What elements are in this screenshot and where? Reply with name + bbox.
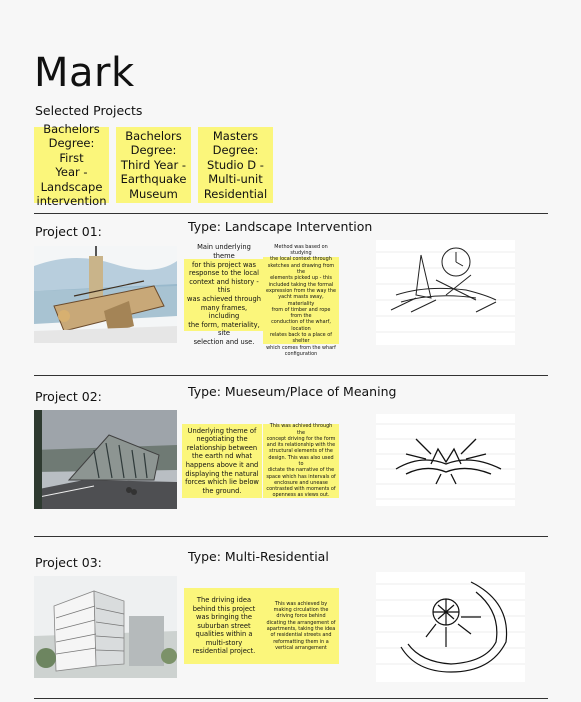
project-03-theme-note: The driving idea behind this project was bringing the suburban street qualities within a multi-story residential project. <box>184 588 264 664</box>
project-03-type: Type: Multi-Residential <box>188 549 329 564</box>
project-02-type: Type: Mueseum/Place of Meaning <box>188 384 397 399</box>
project-02-method-note: This was achived through the concept driving for the form and its relationship with the structural elements of the design. This was also used to dictate the narrative of the space which has intervals of enclosure and unease contrasted with moments of openness as views out. <box>263 424 339 498</box>
project-02-museum-render <box>34 410 177 509</box>
project-01-method-note: Method was based on studying the local context through sketches and drawing from the elements picked up - this included taking the formal expression from the way the yacht masts sway, materiality from of timber and rope from the conduction of the wharf, location relates back to a place of shelter which comes from the wharf configuration <box>263 257 339 344</box>
chip-masters[interactable]: Masters Degree: Studio D - Multi-unit Residential <box>198 127 273 203</box>
divider <box>34 536 548 537</box>
divider <box>34 698 548 699</box>
project-02-theme-note: Underlying theme of negotiating the relationship between the earth nd what happens above it and displaying the natural forces which lie below the ground. <box>182 424 262 498</box>
page-title: Mark <box>34 50 135 96</box>
project-01-watercolour-image <box>34 246 177 343</box>
project-03-method-note: This was achieved by making circulation the driving force behind dicating the arrangement of apartments, taking the idea of residential streets and reformatting them in a vertical arrangement <box>263 588 339 664</box>
project-03-label: Project 03: <box>35 555 102 570</box>
divider <box>34 213 548 214</box>
section-subtitle: Selected Projects <box>35 103 143 118</box>
project-03-residential-render <box>34 576 177 678</box>
project-01-type: Type: Landscape Intervention <box>188 219 373 234</box>
project-03-sketch <box>376 572 525 682</box>
divider <box>34 375 548 376</box>
project-02-sketch <box>376 414 515 506</box>
project-01-sketch <box>376 240 515 345</box>
chip-third-year[interactable]: Bachelors Degree: Third Year - Earthquake Museum <box>116 127 191 203</box>
project-02-label: Project 02: <box>35 389 102 404</box>
chip-first-year[interactable]: Bachelors Degree: First Year - Landscape intervention <box>34 127 109 203</box>
project-01-theme-note: Main underlying theme for this project was response to the local context and history - this was achieved through many frames, including the form, materiality, site selection and use. <box>184 259 264 331</box>
project-01-label: Project 01: <box>35 224 102 239</box>
